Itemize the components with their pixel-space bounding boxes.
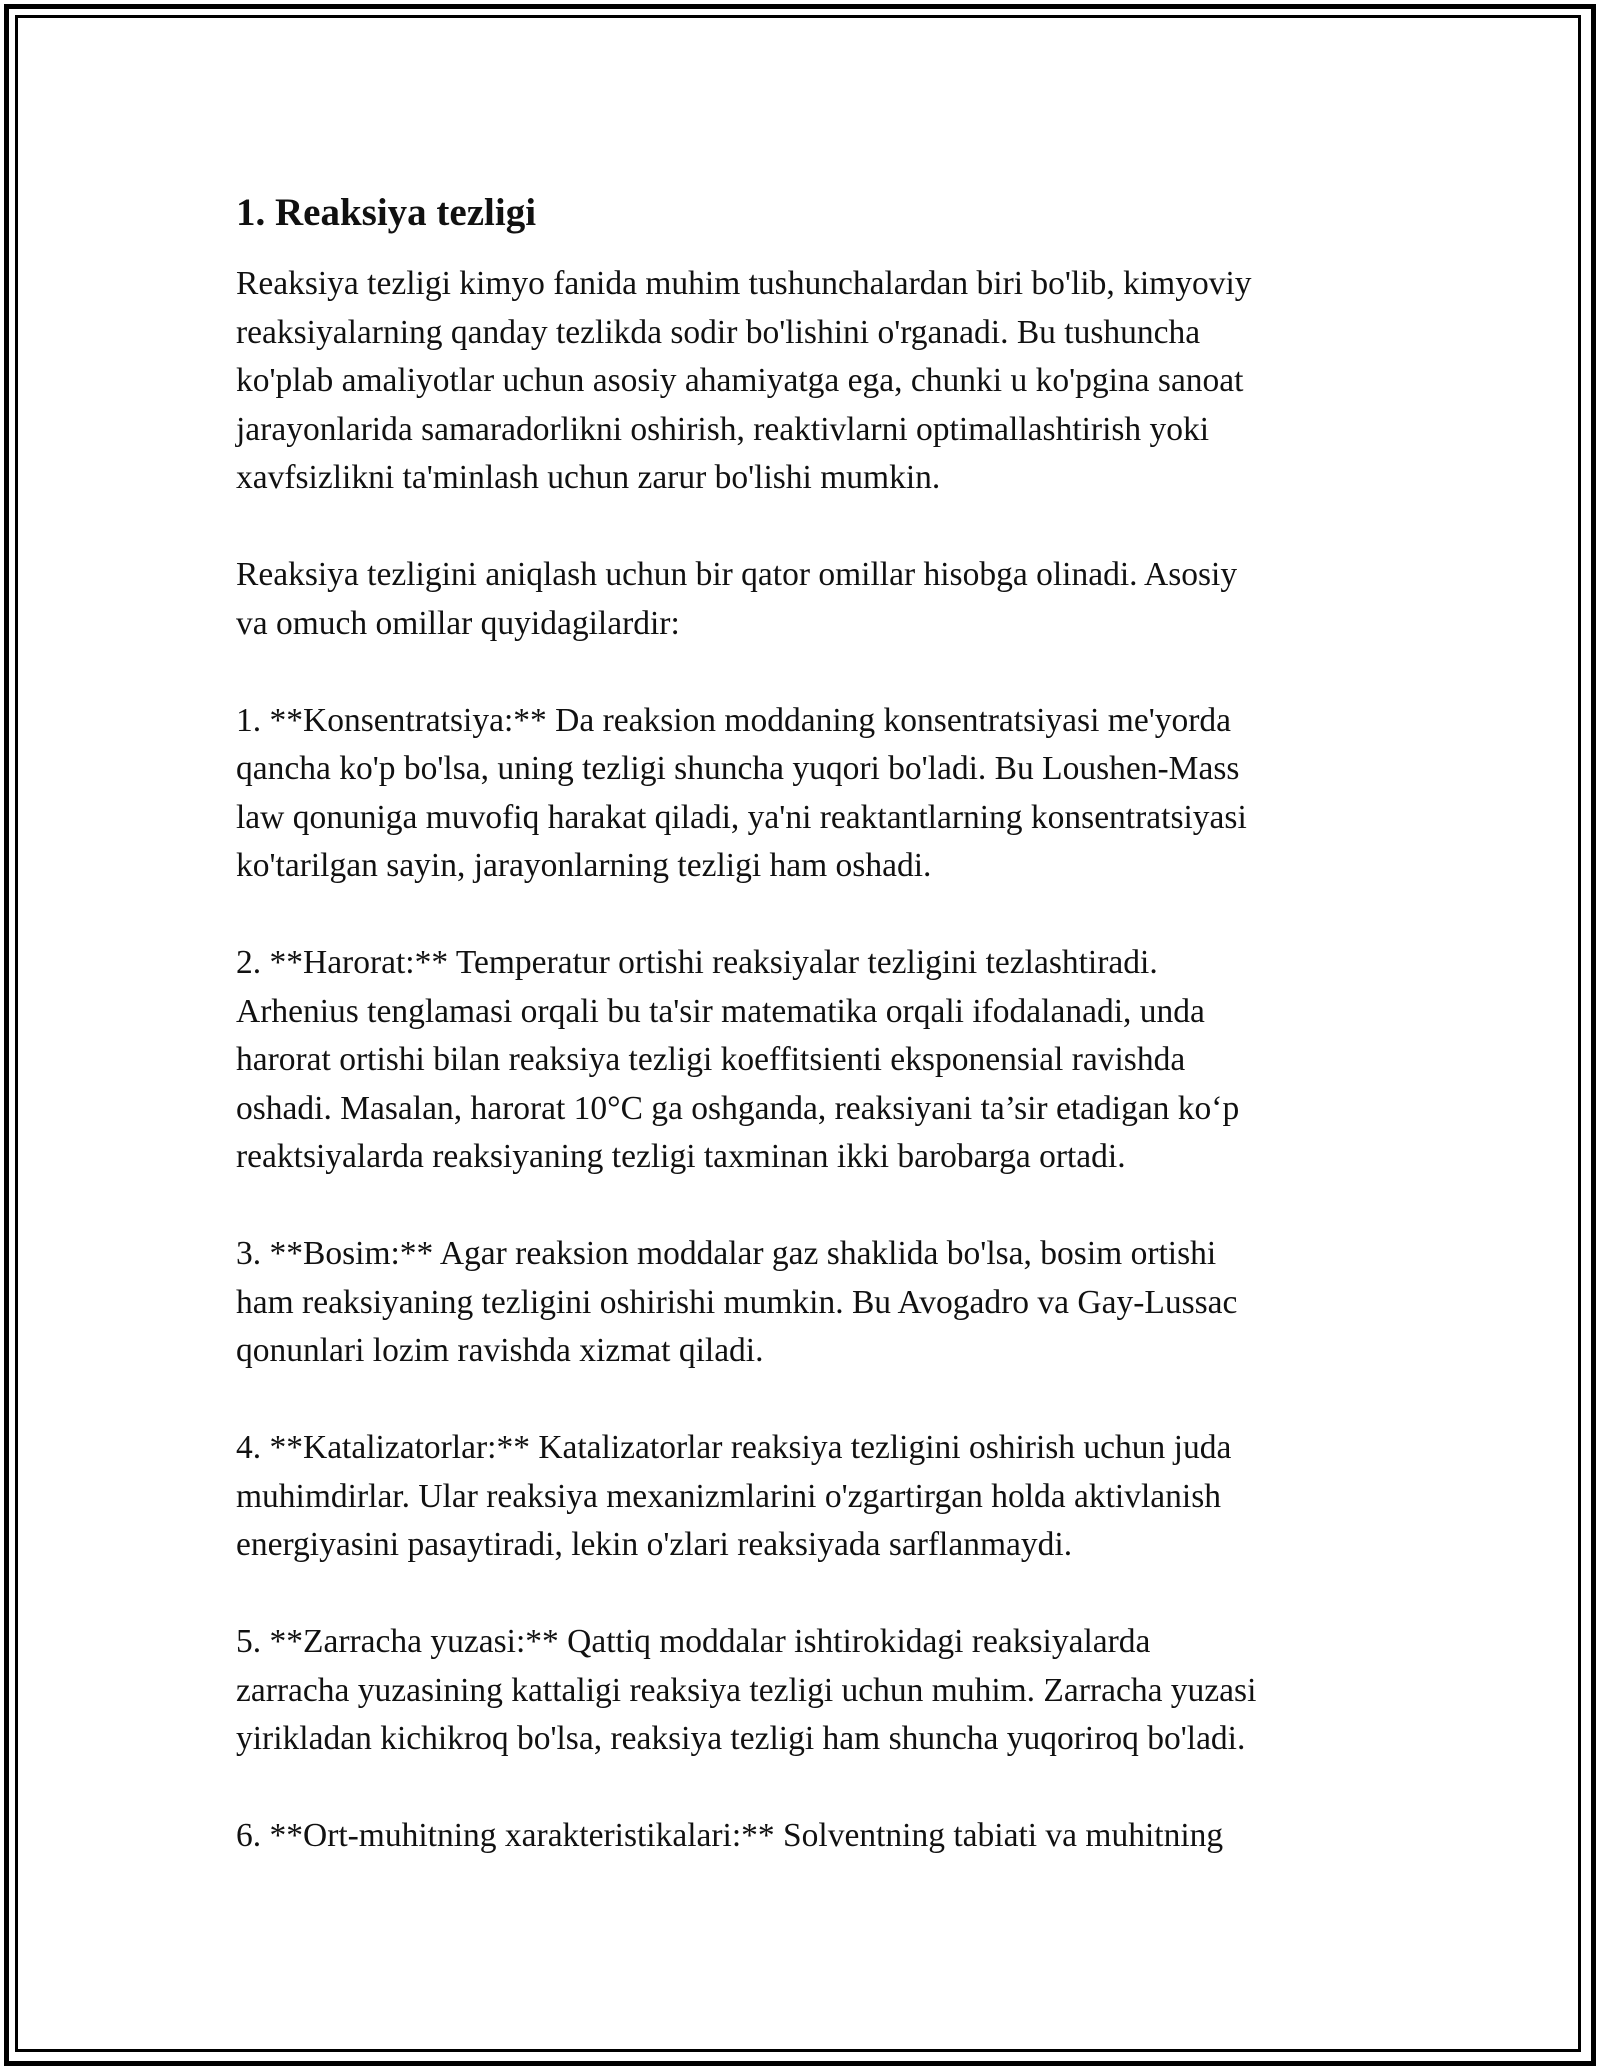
- factor-pressure: 3. **Bosim:** Agar reaksion moddalar gaz shaklida bo'lsa, bosim ortishi ham reaksiyaning tezligini oshirishi mumkin. Bu Avogadro va Gay-Lussac qonunlari lozim ravishda xizmat qiladi.: [236, 1235, 1238, 1369]
- factor-temperature: 2. **Harorat:** Temperatur ortishi reaksiyalar tezligini tezlashtiradi. Arhenius tenglamasi orqali bu ta'sir matematika orqali ifodalanadi, unda harorat ortishi bilan reaksiya tezligi koeffitsienti eksponensial ravishda oshadi. Masalan, harorat 10°C ga oshganda, reaksiyani ta’sir etadigan ko‘p reaktsiyalarda reaksiyaning tezligi taxminan ikki barobarga ortadi.: [236, 944, 1240, 1175]
- factor-catalysts: 4. **Katalizatorlar:** Katalizatorlar reaksiya tezligini oshirish uchun juda muhimdirlar. Ular reaksiya mexanizmlarini o'zgartirgan holda aktivlanish energiyasini pasaytiradi, lekin o'zlari reaksiyada sarflanmaydi.: [236, 1429, 1232, 1563]
- factors-intro-paragraph: Reaksiya tezligini aniqlash uchun bir qator omillar hisobga olinadi. Asosiy va omuch omillar quyidagilardir:: [236, 556, 1238, 642]
- factor-environment: 6. **Ort-muhitning xarakteristikalari:** Solventning tabiati va muhitning: [236, 1817, 1224, 1854]
- intro-paragraph: Reaksiya tezligi kimyo fanida muhim tushunchalardan biri bo'lib, kimyoviy reaksiyalarning qanday tezlikda sodir bo'lishini o'rganadi. Bu tushuncha ko'plab amaliyotlar uchun asosiy ahamiyatga ega, chunki u ko'pgina sanoat jarayonlarida samaradorlikni oshirish, reaktivlarni optimallashtirish yoki xavfsizlikni ta'minlash uchun zarur bo'lishi mumkin.: [236, 265, 1252, 496]
- document-body: [236, 186, 1366, 1861]
- factor-particle-surface: 5. **Zarracha yuzasi:** Qattiq moddalar ishtirokidagi reaksiyalarda zarracha yuzasining kattaligi reaksiya tezligi uchun muhim. Zarracha yuzasi yirikladan kichikroq bo'lsa, reaksiya tezligi ham shuncha yuqoriroq bo'ladi.: [236, 1623, 1257, 1757]
- section-heading: 1. Reaksiya tezligi: [236, 191, 537, 234]
- factor-concentration: 1. **Konsentratsiya:** Da reaksion moddaning konsentratsiyasi me'yorda qancha ko'p bo'lsa, uning tezligi shuncha yuqori bo'ladi. Bu Loushen-Mass law qonuniga muvofiq harakat qiladi, ya'ni reaktantlarning konsentratsiyasi ko'tarilgan sayin, jarayonlarning tezligi ham oshadi.: [236, 701, 1247, 884]
